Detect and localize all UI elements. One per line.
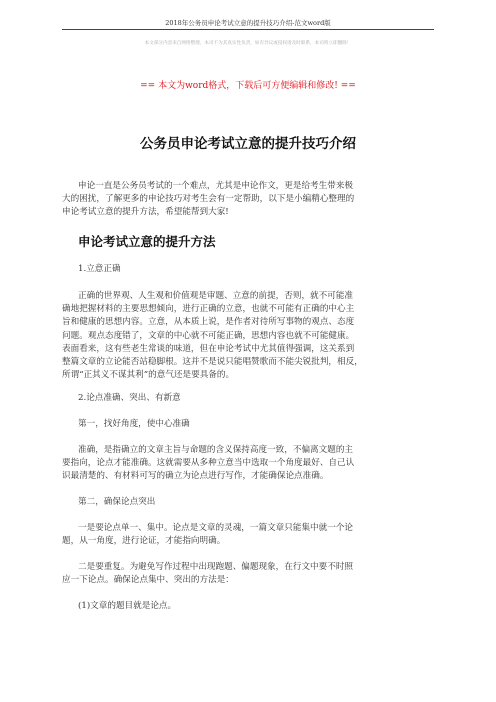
body-line: 第一，找好角度，使中心准确: [78, 419, 190, 429]
body-line: 应一下论点。确保论点集中、突出的方法是：: [62, 575, 234, 586]
body-paragraph: [62, 600, 434, 613]
body-line: (1)文章的题目就是论点。: [78, 601, 177, 611]
intro-paragraph: [62, 180, 434, 220]
body-line: 要指向，论点才能准确。这就需要从多种立意当中选取一个角度最好、自己认: [62, 458, 355, 469]
subpoint-heading: [62, 418, 434, 431]
body-line: 第二，确保论点突出: [78, 497, 156, 507]
intro-line: 申论一直是公务员考试的一个难点，尤其是申论作文，更是给考生带来极: [78, 181, 354, 191]
body-paragraph: [62, 290, 434, 382]
body-line: 2.论点准确、突出、有新意: [78, 393, 181, 403]
body-line: 表面看来，这有些老生常谈的味道，但在申论考试中尤其值得强调，这关系到: [62, 343, 355, 354]
point-heading-1: [62, 263, 434, 276]
body-paragraph: [62, 561, 434, 587]
intro-line: 大的困扰，了解更多的申论技巧对考生会有一定帮助，以下是小编精心整理的: [62, 194, 355, 205]
word-format-notice: == 本文为word格式，下载后可方便编辑和修改! ==: [140, 81, 356, 91]
disclaimer-text: 本文部分内容来自网络整理，本司不为其真实性负责，如有异议或侵权请及时联系，本司将立即删除！: [144, 41, 352, 46]
body-line: 所谓“正其义不谋其利”的意气还是要具备的。: [62, 370, 235, 381]
section-heading: 申论考试立意的提升方法: [78, 234, 216, 249]
body-paragraph: [62, 522, 434, 548]
document-title: 公务员申论考试立意的提升技巧介绍: [140, 136, 356, 152]
body-line: 1.立意正确: [78, 264, 121, 274]
running-header: 2018年公务员申论考试立意的提升技巧介绍-范文word版: [165, 19, 331, 27]
body-line: 一是要论点单一、集中。论点是文章的灵魂，一篇文章只能集中就一个论: [78, 523, 354, 533]
point-heading-2: [62, 392, 434, 405]
body-line: 正确的世界观、人生观和价值观是审题、立意的前提，否则，就不可能准: [78, 291, 354, 301]
body-line: 整篇文章的立论能否站稳脚根。这并不是说只能唱赞歌而不能尖锐批判，相反，: [62, 357, 363, 368]
subpoint-heading: [62, 496, 434, 509]
body-paragraph: [62, 444, 434, 484]
body-line: 确地把握材料的主要思想倾向，进行正确的立意，也就不可能有正确的中心主: [62, 304, 355, 315]
body-line: 准确，是指确立的文章主旨与命题的含义保持高度一致，不偏离文题的主: [78, 445, 354, 455]
intro-line: 申论考试立意的提升方法，希望能帮到大家!: [62, 207, 229, 218]
header-divider: [62, 29, 434, 30]
body-line: 题，从一角度，进行论证，才能指向明确。: [62, 536, 226, 547]
body-line: 旨和健康的思想内容。立意，从本质上说，是作者对待所写事物的观点、态度: [62, 317, 355, 328]
body-line: 二是要重复。为避免写作过程中出现跑题、偏题现象，在行文中要不时照: [78, 562, 354, 572]
body-line: 问题。观点态度错了，文章的中心就不可能正确，思想内容也就不可能健康。: [62, 330, 355, 341]
body-line: 识最清楚的、有材料可写的确立为论点进行写作，才能确保论点准确。: [62, 471, 329, 482]
